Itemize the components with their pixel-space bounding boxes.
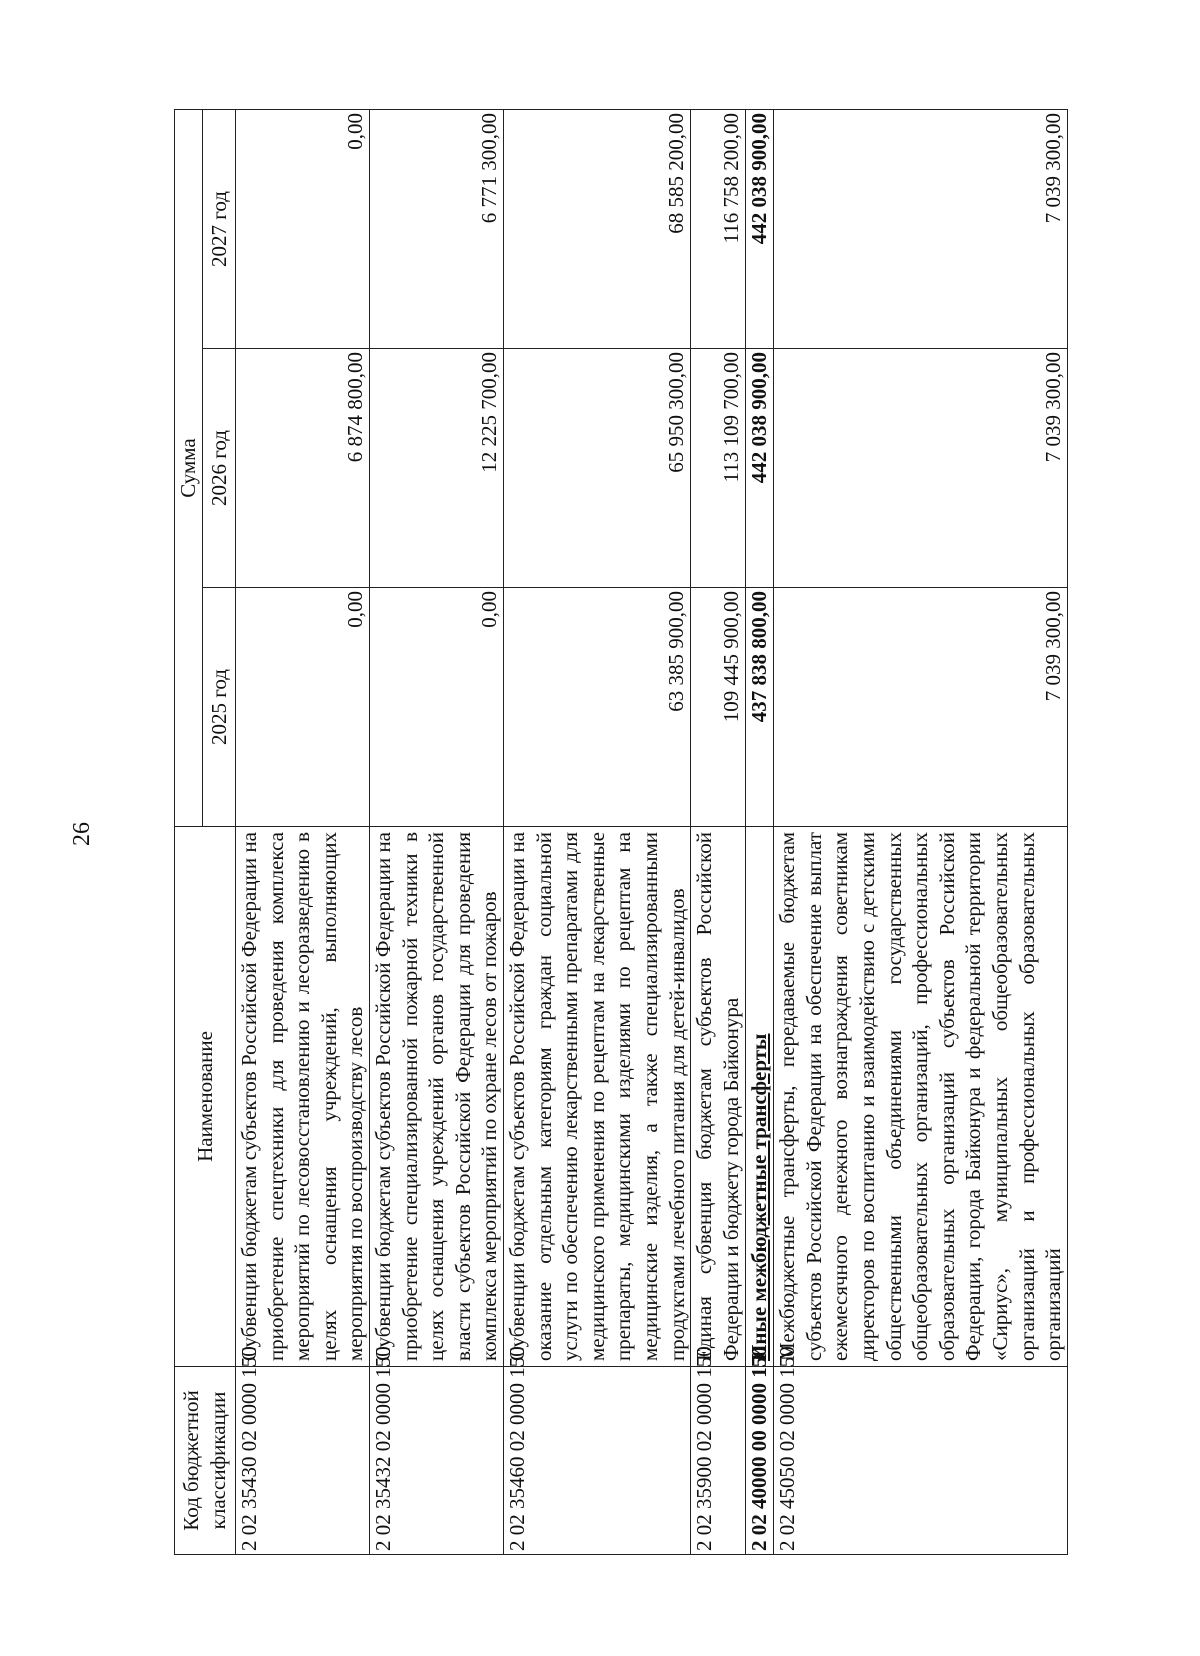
row-sum-2026: 65 950 300,00 — [504, 349, 691, 588]
row-sum-2027: 442 038 900,00 — [746, 110, 774, 349]
row-sum-2025: 0,00 — [236, 588, 370, 827]
row-sum-2027: 68 585 200,00 — [504, 110, 691, 349]
row-code: 2 02 45050 02 0000 150 — [774, 1367, 1068, 1555]
row-name: Межбюджетные трансферты, передаваемые бюджетам субъектов Российской Федерации на обеспечение выплат ежемесячного денежного вознаграждения советникам директоров по воспитанию и взаимодействию с детскими общественными объединениями государственных общеобразовательных организаций, профессиональных образовательных организаций субъектов Российской Федерации, города Байконура и федеральной территории «Сириус», муниципальных общеобразовательных организаций и профессиональных образовательных организаций — [774, 827, 1068, 1367]
row-name: Единая субвенция бюджетам субъектов Российской Федерации и бюджету города Байконура — [691, 827, 746, 1367]
table-row — [236, 110, 370, 1555]
row-sum-2027: 0,00 — [236, 110, 370, 349]
row-sum-2027: 116 758 200,00 — [691, 110, 746, 349]
row-name: Иные межбюджетные трансферты — [746, 827, 774, 1367]
header-year-2026: 2026 год — [203, 349, 236, 588]
row-sum-2026: 6 874 800,00 — [236, 349, 370, 588]
rotated-table-container — [174, 110, 1066, 1555]
row-sum-2026: 7 039 300,00 — [774, 349, 1068, 588]
row-code: 2 02 35460 02 0000 150 — [504, 1367, 691, 1555]
row-code: 2 02 40000 00 0000 150 — [746, 1367, 774, 1555]
table-row — [370, 110, 504, 1555]
row-sum-2027: 7 039 300,00 — [774, 110, 1068, 349]
header-year-2027: 2027 год — [203, 110, 236, 349]
table-row — [691, 110, 746, 1555]
table-row — [504, 110, 691, 1555]
row-sum-2026: 113 109 700,00 — [691, 349, 746, 588]
row-sum-2026: 442 038 900,00 — [746, 349, 774, 588]
row-code: 2 02 35430 02 0000 150 — [236, 1367, 370, 1555]
row-code: 2 02 35900 02 0000 150 — [691, 1367, 746, 1555]
row-sum-2025: 0,00 — [370, 588, 504, 827]
row-name: Субвенции бюджетам субъектов Российской Федерации на оказание отдельным категориям граждан социальной услуги по обеспечению лекарственными препаратами для медицинского применения по рецептам на лекарственные препараты, медицинскими изделиями по рецептам на медицинские изделия, а также специализированными продуктами лечебного питания для детей-инвалидов — [504, 827, 691, 1367]
row-sum-2025: 63 385 900,00 — [504, 588, 691, 827]
budget-table — [174, 109, 1068, 1555]
header-year-2025: 2025 год — [203, 588, 236, 827]
table-row — [774, 110, 1068, 1555]
row-sum-2025: 7 039 300,00 — [774, 588, 1068, 827]
page-number: 26 — [69, 822, 95, 846]
row-sum-2025: 109 445 900,00 — [691, 588, 746, 827]
row-sum-2026: 12 225 700,00 — [370, 349, 504, 588]
row-name: Субвенции бюджетам субъектов Российской Федерации на приобретение специализированной пожарной техники в целях оснащения учреждений органов государственной власти субъектов Российской Федерации для проведения комплекса мероприятий по охране лесов от пожаров — [370, 827, 504, 1367]
table-row-total — [746, 110, 774, 1555]
header-name: Наименование — [175, 827, 236, 1367]
row-sum-2025: 437 838 800,00 — [746, 588, 774, 827]
row-sum-2027: 6 771 300,00 — [370, 110, 504, 349]
header-code: Код бюджетной классификации — [175, 1367, 236, 1555]
header-sum: Сумма — [175, 110, 203, 827]
row-code: 2 02 35432 02 0000 150 — [370, 1367, 504, 1555]
row-name: Субвенции бюджетам субъектов Российской Федерации на приобретение спецтехники для проведения комплекса мероприятий по лесовосстановлению и лесоразведению в целях оснащения учреждений, выполняющих мероприятия по воспроизводству лесов — [236, 827, 370, 1367]
